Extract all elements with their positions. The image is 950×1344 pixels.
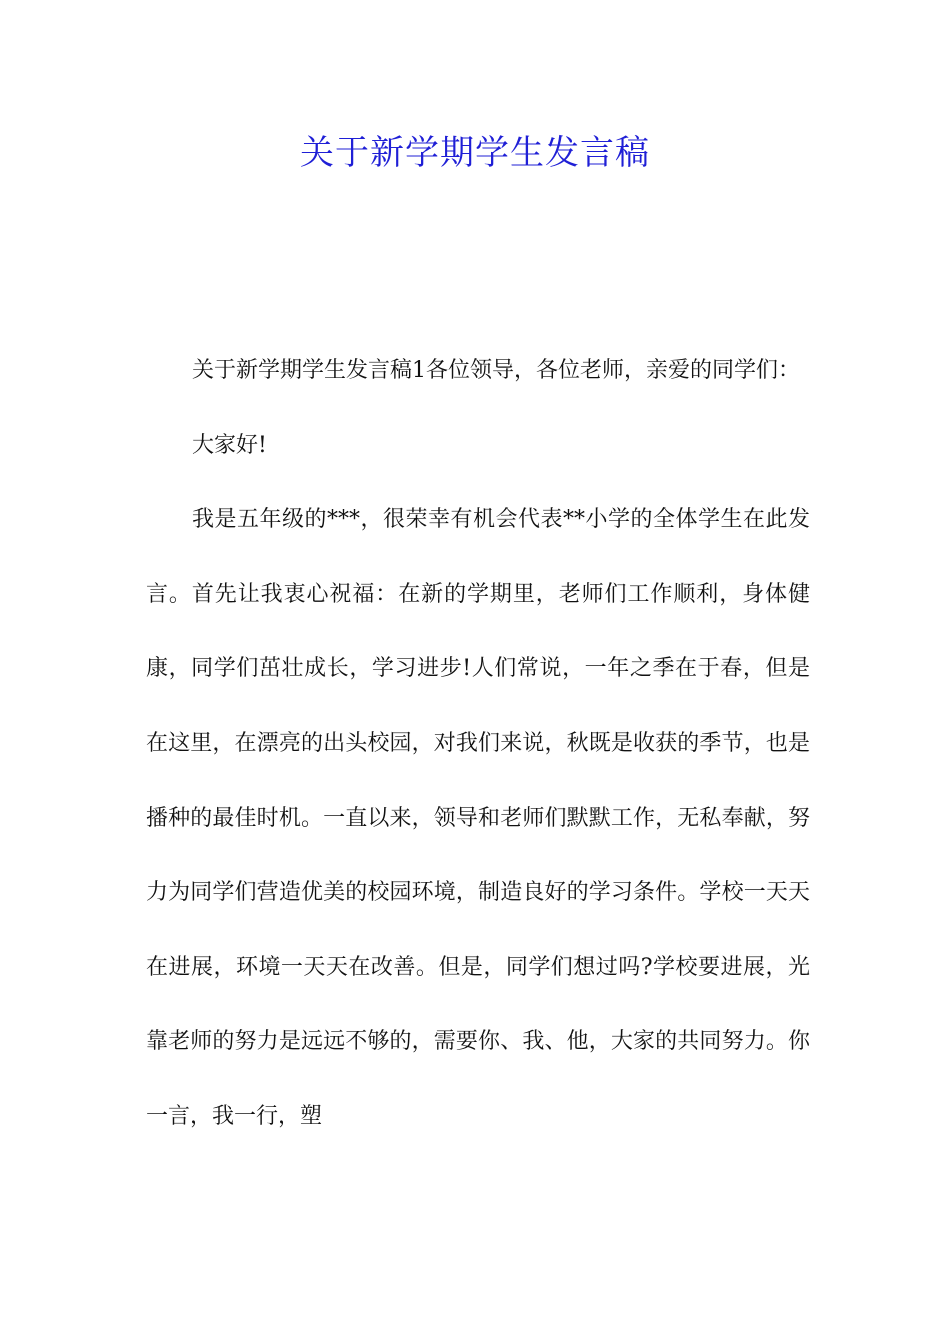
document-title: 关于新学期学生发言稿 xyxy=(300,133,650,173)
paragraph-greeting: 关于新学期学生发言稿1各位领导，各位老师，亲爱的同学们： xyxy=(192,358,800,383)
paragraph-main: 我是五年级的***，很荣幸有机会代表**小学的全体学生在此发言。首先让我衷心祝福：在新的学期里，老师们工作顺利，身体健康，同学们茁壮成长，学习进步!人们常说，一年之季在于春，但是在这里，在漂亮的出头校园，对我们来说，秋既是收获的季节，也是播种的最佳时机。一直以来，领导和老师们默默工作，无私奉献，努力为同学们营造优美的校园环境，制造良好的学习条件。学校一天天在进展，环境一天天在改善。但是，同学们想过吗?学校要进展，光靠老师的努力是远远不够的，需要你、我、他，大家的共同努力。你一言，我一行，塑 xyxy=(146,507,810,1129)
document-body xyxy=(146,334,810,1155)
paragraph-hello: 大家好! xyxy=(192,432,267,458)
